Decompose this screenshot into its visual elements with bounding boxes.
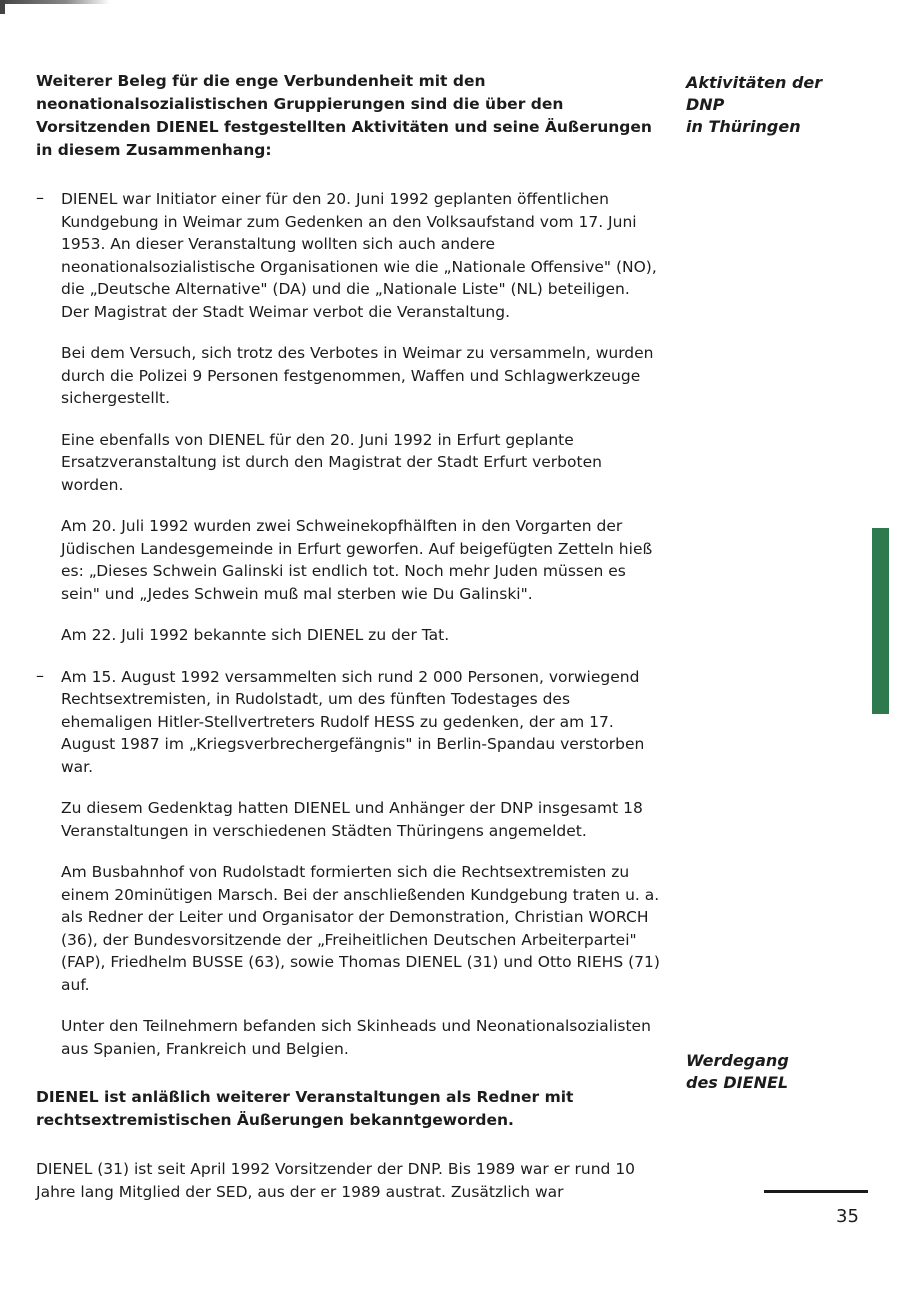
paragraph-arrests: Bei dem Versuch, sich trotz des Verbotes in Weimar zu versammeln, wurden durch die Polizei 9 Personen festgenommen, Waffen und Schlagwerkzeuge sichergestellt. [61, 344, 654, 407]
main-column [36, 70, 660, 1203]
list-item-weimar [36, 188, 660, 323]
corner-crop-mark [0, 0, 110, 14]
paragraph-rudolstadt-gathering: Am 15. August 1992 versammelten sich rund 2 000 Personen, vorwiegend Rechtsextremisten, in Rudolstadt, um des fünften Todestages des ehemaligen Hitler-Stellvertreters Rudolf HESS zu gedenken, der am 17. August 1987 im „Kriegsverbrechergefängnis" in Berlin-Spandau verstorben war. [61, 667, 645, 776]
margin-note-line: Werdegang [686, 1051, 789, 1070]
section-heading-activities: Weiterer Beleg für die enge Verbundenheit mit den neonationalsozialistischen Gruppierungen sind die über den Vorsitzenden DIENEL festgestellten Aktivitäten und seine Äußerungen in diesem Zusammenhang: [36, 72, 652, 159]
footer-rule [764, 1190, 868, 1193]
paragraph-erfurt-ban: Eine ebenfalls von DIENEL für den 20. Juni 1992 in Erfurt geplante Ersatzveranstaltung ist durch den Magistrat der Stadt Erfurt verboten worden. [61, 430, 602, 494]
margin-note-activities [686, 72, 866, 138]
page-number: 35 [836, 1206, 859, 1227]
margin-note-line: in Thüringen [686, 117, 801, 136]
section-heading-career: DIENEL ist anläßlich weiterer Veranstaltungen als Redner mit rechtsextremistischen Äußerungen bekanntgeworden. [36, 1088, 574, 1129]
paragraph-march-speakers: Am Busbahnhof von Rudolstadt formierten sich die Rechtsextremisten zu einem 20minütigen Marsch. Bei der anschließenden Kundgebung traten u. a. als Redner der Leiter und Organisator der Demonstration, Christian WORCH (36), der Bundesvorsitzende der „Freiheitlichen Deutschen Arbeiterpartei" (FAP), Friedhelm BUSSE (63), sowie Thomas DIENEL (31) und Otto RIEHS (71) auf. [61, 863, 660, 994]
list-item-rudolstadt [36, 666, 660, 779]
chapter-tab-marker [872, 528, 889, 714]
paragraph-memorial-events: Zu diesem Gedenktag hatten DIENEL und Anhänger der DNP insgesamt 18 Veranstaltungen in verschiedenen Städten Thüringens angemeldet. [61, 799, 643, 840]
margin-note-line: des DIENEL [686, 1073, 789, 1092]
paragraph-weimar-rally: DIENEL war Initiator einer für den 20. Juni 1992 geplanten öffentlichen Kundgebung in Weimar zum Gedenken an den Volksaufstand vom 17. Juni 1953. An dieser Veranstaltung wollten sich auch andere neonationalsozialistische Organisationen wie die „Nationale Offensive" (NO), die „Deutsche Alternative" (DA) und die „Nationale Liste" (NL) beteiligen. Der Magistrat der Stadt Weimar verbot die Veranstaltung. [61, 190, 657, 321]
paragraph-confession: Am 22. Juli 1992 bekannte sich DIENEL zu der Tat. [61, 626, 450, 644]
list-dash: – [36, 188, 44, 207]
paragraph-career: DIENEL (31) ist seit April 1992 Vorsitzender der DNP. Bis 1989 war er rund 10 Jahre lang Mitglied der SED, aus der er 1989 austrat. Zusätzlich war [36, 1160, 636, 1201]
paragraph-pig-heads: Am 20. Juli 1992 wurden zwei Schweinekopfhälften in den Vorgarten der Jüdischen Landesgemeinde in Erfurt geworfen. Auf beigefügten Zetteln hieß es: „Dieses Schwein Galinski ist endlich tot. Noch mehr Juden müssen es sein" und „Jedes Schwein muß mal sterben wie Du Galinski". [61, 517, 653, 603]
margin-note-line: Aktivitäten der DNP [686, 73, 823, 114]
list-dash: – [36, 665, 44, 685]
margin-note-career [686, 1050, 866, 1094]
paragraph-participants: Unter den Teilnehmern befanden sich Skinheads und Neonationalsozialisten aus Spanien, Frankreich und Belgien. [61, 1017, 651, 1058]
